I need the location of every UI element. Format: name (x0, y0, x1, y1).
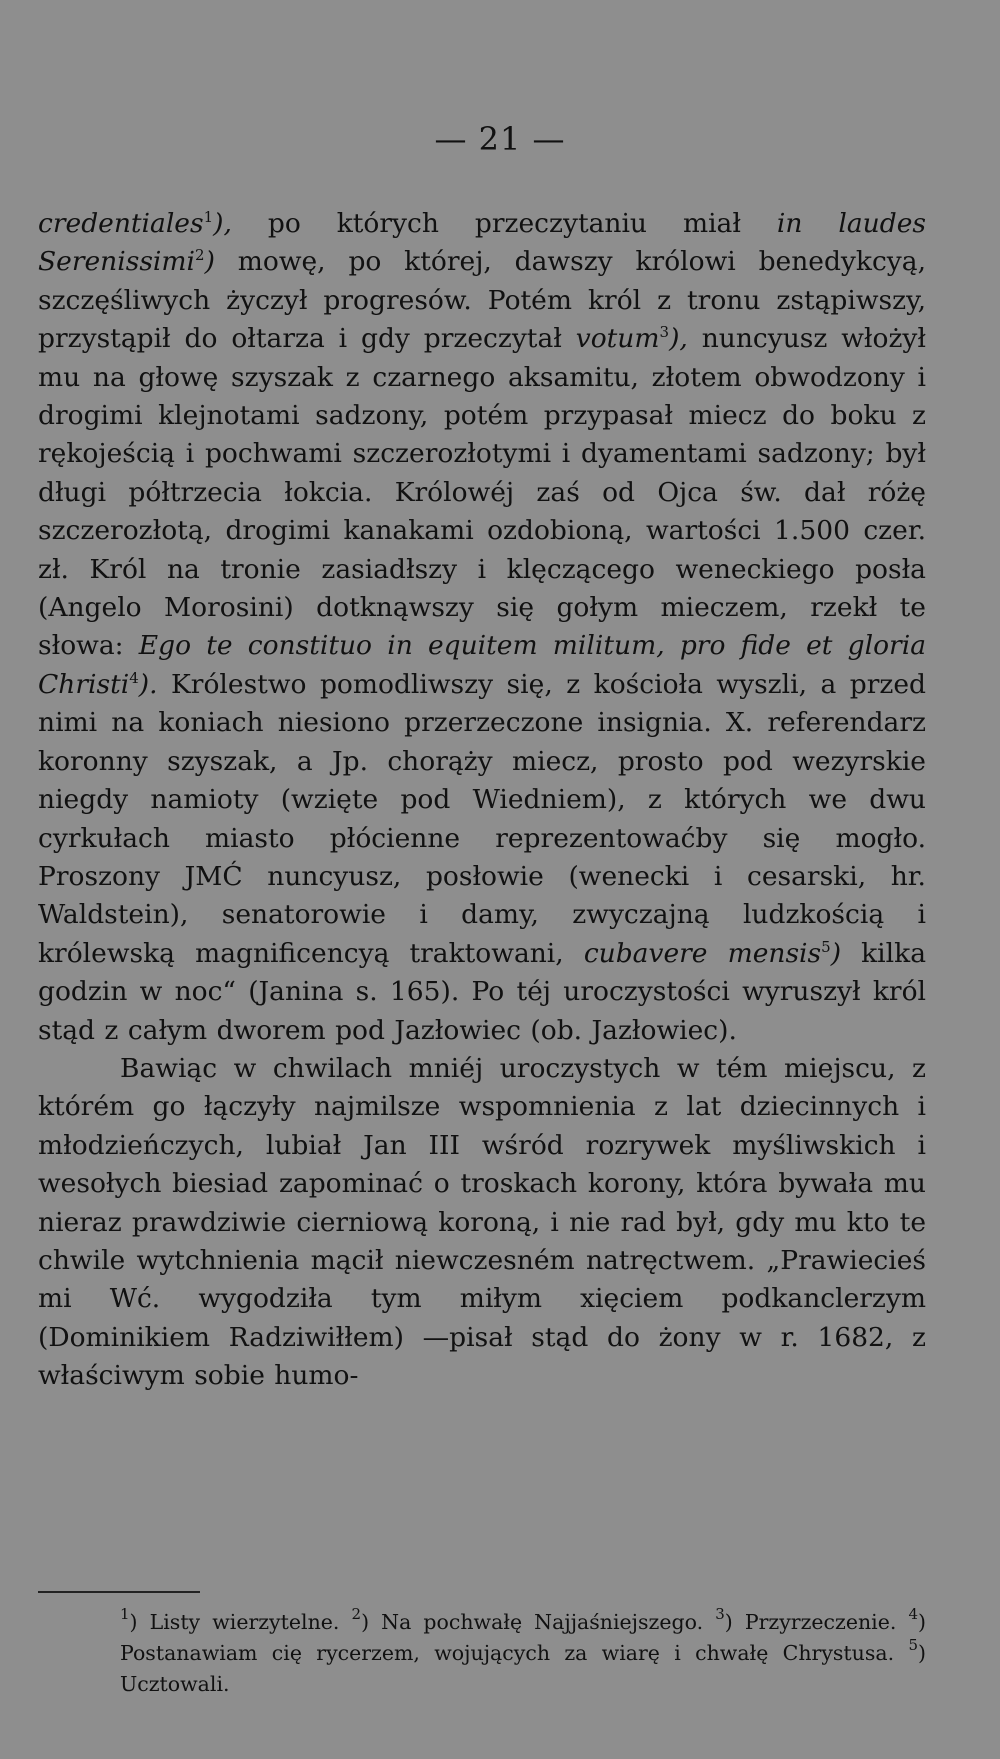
footnote-number: 5 (908, 1636, 918, 1654)
footnote-text: ) Postanawiam cię rycerzem, wojujących za wiarę i chwałę Chrystusa. (120, 1610, 926, 1665)
text-run: Bawiąc w chwilach mniéj uroczystych w tém miejscu, z którém go łączyły najmilsze wspomnienia z lat dziecinnych i młodzieńczych, lubiał Jan III wśród rozrywek myśliwskich i wesołych biesiad zapominać o troskach korony, która bywała mu nieraz prawdziwie cierniową koroną, i nie rad był, gdy mu kto te chwile wytchnienia mącił niewczesném natręctwem. „Prawiecieś mi Wć. wygodziła tym miłym xięciem podkanclerzym (Dominikiem Radziwiłłem) —pisał stąd do żony w r. 1682, z właściwym sobie humo- (38, 1052, 926, 1392)
footnote-list (38, 1607, 926, 1700)
italic-text: ), (213, 208, 232, 239)
footnote-ref: 4 (129, 668, 139, 687)
text-run: kilka godzin w noc“ (Janina s. 165). Po téj uroczystości wyruszył król stąd z całym dworem pod Jazłowiec (ob. Jazłowiec). (38, 937, 926, 1046)
footnote-number: 4 (908, 1605, 918, 1623)
italic-text: ). (138, 668, 158, 700)
page-number: — 21 — (434, 120, 566, 158)
text-run: mowę, po której, dawszy królowi benedykcyą, szczęśliwych życzył progresów. Potém król z tronu zstąpiwszy, przystąpił do ołtarza i gdy przeczytał (38, 246, 926, 355)
footnote-ref: 2 (195, 246, 205, 265)
footnote-text: ) Przyrzeczenie. (724, 1610, 909, 1634)
paragraph (38, 1050, 926, 1396)
body-text (38, 205, 926, 1396)
italic-text: cubavere mensis (583, 937, 822, 969)
footnote-number: 3 (715, 1605, 725, 1623)
italic-text: ) (204, 246, 215, 278)
italic-text: credentiales (38, 208, 204, 239)
footnote-text: ) Na pochwałę Najjaśniejszego. (361, 1610, 716, 1634)
footnote-text: ) Listy wierzytelne. (129, 1610, 352, 1634)
footnote-divider (38, 1591, 200, 1593)
italic-text: ), (669, 323, 688, 355)
footnote-ref: 5 (821, 937, 831, 956)
footnote-number: 2 (351, 1605, 362, 1623)
text-run: nuncyusz włożył mu na głowę szyszak z czarnego aksamitu, złotem obwodzony i drogimi klejnotami sadzony, potém przypasał miecz do boku z rękojeścią i pochwami szczerozłotymi i dyamentami sadzony; był długi półtrzecia łokcia. Królowéj zaś od Ojca św. dał różę szczerozłotą, drogimi kanakami ozdobioną, wartości 1.500 czer. zł. Król na tronie zasiadłszy i klęczącego weneckiego posła (Angelo Morosini) dotknąwszy się gołym mieczem, rzekł te słowa: (38, 323, 926, 662)
footnote-ref: 3 (659, 323, 670, 342)
italic-text: ) (830, 937, 842, 969)
footnotes (38, 1607, 926, 1700)
text-run: Królestwo pomodliwszy się, z kościoła wyszli, a przed nimi na koniach niesiono przerzeczone insignia. X. referendarz koronny szyszak, a Jp. chorąży miecz, prosto pod wezyrskie niegdy namioty (wzięte pod Wiedniem), z których we dwu cyrkułach miasto płócienne reprezentowaćby się mogło. Proszony JMĆ nuncyusz, posłowie (wenecki i cesarski, hr. Waldstein), senatorowie i damy, zwyczajną ludzkością i królewską magnificencyą traktowani, (38, 668, 926, 969)
paragraph (38, 205, 926, 1050)
footnote-number: 1 (120, 1605, 130, 1623)
footnote-ref: 1 (203, 208, 214, 226)
text-run: po których przeczytaniu miał (231, 208, 777, 239)
italic-text: Ego te constituo in equitem militum, pro fide et gloria Christi (38, 630, 926, 700)
footnote-text: ) Ucztowali. (120, 1641, 926, 1696)
italic-text: in laudes Serenissimi (38, 208, 926, 278)
italic-text: votum (575, 323, 660, 355)
